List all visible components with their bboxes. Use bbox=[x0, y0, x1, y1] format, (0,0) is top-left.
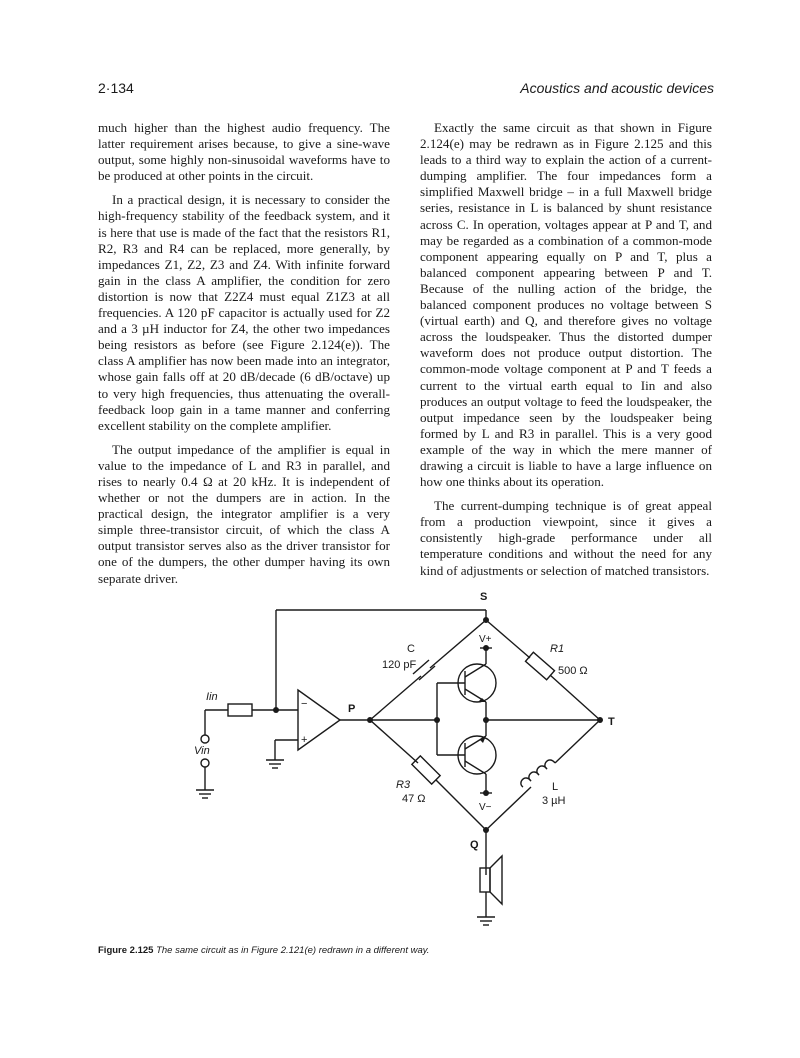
vplus-label: V+ bbox=[479, 634, 492, 645]
page-number: 2·134 bbox=[98, 80, 134, 96]
junction-dot bbox=[434, 717, 440, 723]
r1-value: 500 Ω bbox=[558, 665, 588, 677]
capacitor-wire bbox=[430, 620, 486, 668]
iin-label: Iin bbox=[206, 691, 218, 703]
inductor-wire bbox=[555, 720, 600, 763]
input-resistor bbox=[228, 704, 252, 716]
vminus-label: V− bbox=[479, 802, 492, 813]
junction-dot bbox=[367, 717, 373, 723]
right-column bbox=[420, 120, 712, 587]
figure-caption bbox=[98, 945, 714, 956]
junction-dot bbox=[273, 707, 279, 713]
opamp-minus-label: − bbox=[301, 698, 308, 710]
inductor-coil bbox=[521, 760, 555, 787]
node-t-label: T bbox=[608, 716, 615, 728]
junction-dot bbox=[597, 717, 603, 723]
junction-dot bbox=[483, 827, 489, 833]
r3-label: R3 bbox=[396, 779, 411, 791]
paragraph: much higher than the highest audio frequency. The latter requirement arises because, to give a sine-wave output, some highly non-sinusoidal waveforms have to be produced at other points in the circuit. bbox=[98, 120, 390, 184]
inductor-wire bbox=[486, 787, 531, 830]
capacitor-plate bbox=[419, 666, 435, 680]
opamp-plus-label: + bbox=[301, 734, 308, 746]
r3-resistor bbox=[412, 756, 440, 784]
paragraph: The output impedance of the amplifier is equal in value to the impedance of L and R3 in parallel, and rises to nearly 0.4 Ω at 20 kHz. It is independent of whether or not the dumpers are in action. In the practical design, the integrator amplifier is a very simple three-transistor circuit, of which the class A output transistor serves also as the driver transistor for one of the dumpers, the other dumper having its own separate driver. bbox=[98, 441, 390, 586]
circuit-diagram bbox=[180, 580, 640, 940]
r3-value: 47 Ω bbox=[402, 793, 426, 805]
junction-dot bbox=[483, 717, 489, 723]
left-column bbox=[98, 120, 390, 595]
vin-terminal-top bbox=[201, 735, 209, 743]
paragraph: The current-dumping technique is of great appeal from a production viewpoint, since it gives a consistently high-grade performance under all temperature conditions and without the need for any kind of adjustments or selection of matched transistors. bbox=[420, 498, 712, 578]
node-p-label: P bbox=[348, 703, 356, 715]
inductor-label: L bbox=[552, 781, 559, 793]
r3-wire bbox=[370, 720, 418, 763]
node-s-label: S bbox=[480, 591, 488, 603]
caption-text: The same circuit as in Figure 2.121(e) redrawn in a different way. bbox=[156, 945, 430, 956]
r1-wire bbox=[550, 675, 600, 720]
vin-terminal-bottom bbox=[201, 759, 209, 767]
vin-label: Vin bbox=[194, 745, 210, 757]
paragraph: In a practical design, it is necessary to consider the high-frequency stability of the feedback system, and it is here that use is made of the fact that the resistors R1, R2, R3 and R4 can be replaced, more generally, by impedances Z1, Z2, Z3 and Z4. With infinite forward gain in the class A amplifier, the condition for zero distortion is now that Z2Z4 must equal Z1Z3 at all frequencies. A 120 pF capacitor is actually used for Z2 and a 3 µH inductor for Z4, the other two impedances being resistors as before (see Figure 2.124(e)). The class A amplifier has now been made into an integrator, whose gain falls off at 20 dB/decade (6 dB/octave) up to very high frequencies, thus attenuating the overall-feedback loop gain in a tame manner and conferring excellent stability on the complete amplifier. bbox=[98, 192, 390, 433]
running-title: Acoustics and acoustic devices bbox=[520, 80, 714, 96]
figure-label: Figure 2.125 bbox=[98, 945, 154, 956]
junction-dot bbox=[483, 617, 489, 623]
junction-dot bbox=[483, 645, 489, 651]
inductor-value: 3 µH bbox=[542, 795, 566, 807]
paragraph: Exactly the same circuit as that shown in Figure 2.124(e) may be redrawn as in Figure 2.125 and this leads to a third way to explain the action of a current-dumping amplifier. The four impedances form a simplified Maxwell bridge – in a full Maxwell bridge series, resistance in L is balanced by shunt resistance across C. In operation, voltages appear at P and T, and may be regarded as a combination of a common-mode component appearing equally on P and T, plus a balanced component appearing between P and T. Because of the nulling action of the bridge, the balanced component produces no voltage between S (virtual earth) and Q, and therefore gives no voltage across the loudspeaker. Thus the distorted dumper waveform does not produce output distortion. The common-mode voltage component at P and T feeds a current to the virtual earth equal to Iin and also produces an output voltage to feed the loudspeaker, the output impedance seen by the loudspeaker being formed by L and R3 in parallel. This is a very good example of the way in which the mere manner of drawing a circuit is liable to have a large influence on how one thinks about its operation. bbox=[420, 120, 712, 490]
capacitor-label: C bbox=[407, 643, 415, 655]
capacitor-wire bbox=[370, 676, 421, 720]
capacitor-value: 120 pF bbox=[382, 659, 417, 671]
r1-wire bbox=[486, 620, 530, 658]
r1-label: R1 bbox=[550, 643, 565, 655]
loudspeaker bbox=[480, 868, 490, 892]
junction-dot bbox=[483, 790, 489, 796]
page-header bbox=[98, 80, 714, 100]
loudspeaker-cone bbox=[490, 856, 502, 904]
node-q-label: Q bbox=[470, 839, 479, 851]
